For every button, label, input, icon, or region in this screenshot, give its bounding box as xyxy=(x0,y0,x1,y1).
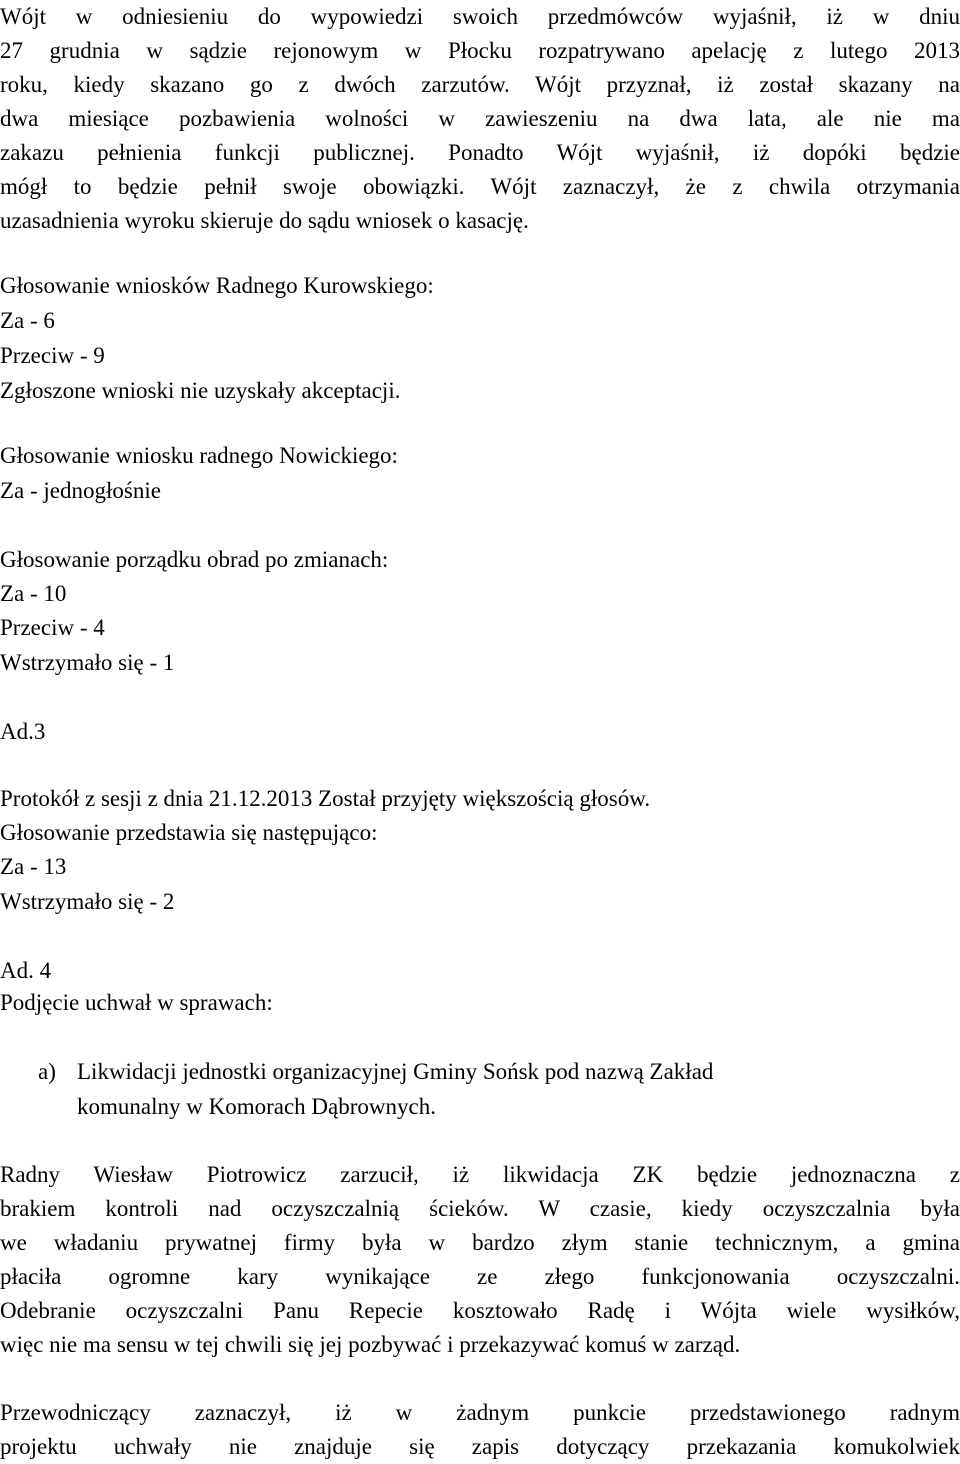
vote-for-count: Za - 13 xyxy=(0,854,67,879)
protocol-statement: Protokół z sesji z dnia 21.12.2013 Został przyjęty większością głosów. xyxy=(0,786,651,811)
vote-heading: Głosowanie porządku obrad po zmianach: xyxy=(0,547,389,572)
list-item-line: komunalny w Komorach Dąbrownych. xyxy=(77,1094,436,1119)
paragraph-line: projektu uchwały nie znajduje się zapis dotyczący przekazania komukolwiek xyxy=(0,1434,960,1459)
paragraph-line: uzasadnienia wyroku skieruje do sądu wniosek o kasację. xyxy=(0,208,529,233)
vote-against-count: Przeciw - 9 xyxy=(0,343,105,368)
list-item-line: Likwidacji jednostki organizacyjnej Gminy Sońsk pod nazwą Zakład xyxy=(77,1059,714,1084)
paragraph-line: Odebranie oczyszczalni Panu Repecie kosztowało Radę i Wójta wiele wysiłków, xyxy=(0,1298,960,1323)
paragraph-line: roku, kiedy skazano go z dwóch zarzutów. Wójt przyznał, iż został skazany na xyxy=(0,72,960,97)
paragraph-line: we władaniu prywatnej firmy była w bardzo złym stanie technicznym, a gmina xyxy=(0,1230,960,1255)
vote-abstain-count: Wstrzymało się - 2 xyxy=(0,889,175,914)
vote-against-count: Przeciw - 4 xyxy=(0,615,105,640)
paragraph-line: Radny Wiesław Piotrowicz zarzucił, iż likwidacja ZK będzie jednoznaczna z xyxy=(0,1162,960,1187)
paragraph-line: Przewodniczący zaznaczył, iż w żadnym punkcie przedstawionego radnym xyxy=(0,1400,960,1425)
vote-heading: Głosowanie wniosku radnego Nowickiego: xyxy=(0,443,398,468)
paragraph-line: zakazu pełnienia funkcji publicznej. Ponadto Wójt wyjaśnił, iż dopóki będzie xyxy=(0,140,960,165)
paragraph-line: brakiem kontroli nad oczyszczalnią ścieków. W czasie, kiedy oczyszczalnia była xyxy=(0,1196,960,1221)
vote-heading: Głosowanie wniosków Radnego Kurowskiego: xyxy=(0,273,434,298)
paragraph-line: dwa miesiące pozbawienia wolności w zawieszeniu na dwa lata, ale nie ma xyxy=(0,106,960,131)
agenda-item-label: Ad. 4 xyxy=(0,958,52,983)
paragraph-line: mógł to będzie pełnił swoje obowiązki. Wójt zaznaczył, że z chwila otrzymania xyxy=(0,174,960,199)
paragraph-line: płaciła ogromne kary wynikające ze złego funkcjonowania oczyszczalni. xyxy=(0,1264,960,1289)
vote-result: Zgłoszone wnioski nie uzyskały akceptacji. xyxy=(0,378,401,403)
vote-abstain-count: Wstrzymało się - 1 xyxy=(0,650,175,675)
vote-for-count: Za - jednogłośnie xyxy=(0,478,161,503)
list-marker: a) xyxy=(38,1059,56,1084)
vote-for-count: Za - 10 xyxy=(0,581,67,606)
vote-intro: Głosowanie przedstawia się następująco: xyxy=(0,820,378,845)
paragraph-line: więc nie ma sensu w tej chwili się jej pozbywać i przekazywać komuś w zarząd. xyxy=(0,1332,741,1357)
paragraph-line: 27 grudnia w sądzie rejonowym w Płocku rozpatrywano apelację z lutego 2013 xyxy=(0,38,960,63)
vote-for-count: Za - 6 xyxy=(0,308,55,333)
resolutions-heading: Podjęcie uchwał w sprawach: xyxy=(0,990,273,1015)
paragraph-line: Wójt w odniesieniu do wypowiedzi swoich przedmówców wyjaśnił, iż w dniu xyxy=(0,4,960,29)
agenda-item-label: Ad.3 xyxy=(0,719,46,744)
